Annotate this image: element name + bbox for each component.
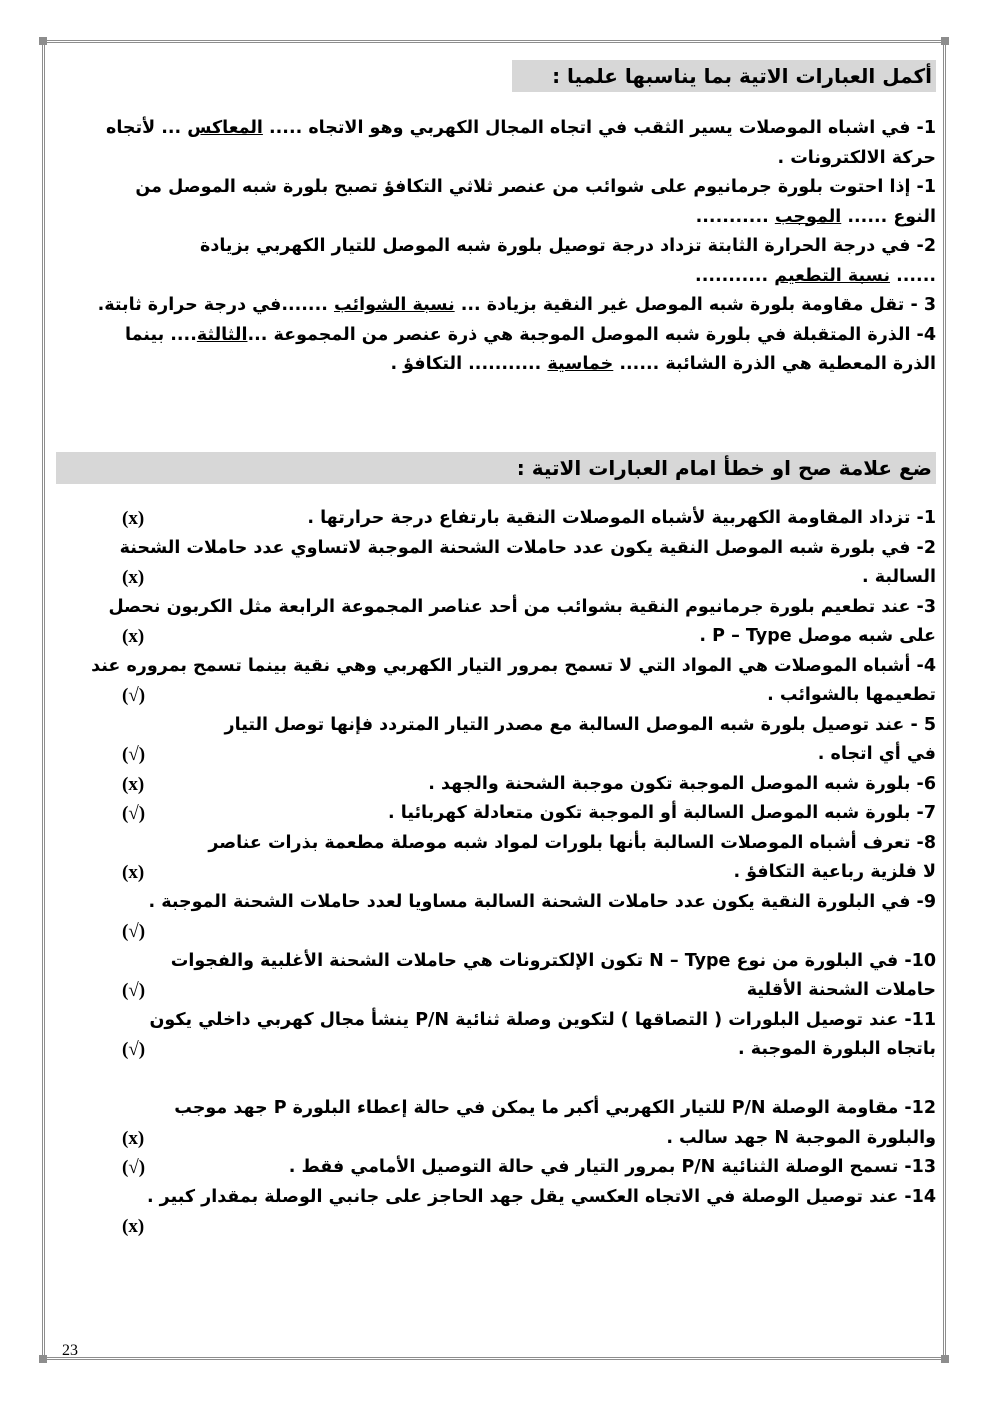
true-mark: (√) (122, 685, 146, 706)
line-text: 1- في اشباه الموصلات يسير الثقب في اتجاه المجال الكهربي وهو الاتجاه ..... (262, 118, 936, 138)
statement-line (56, 652, 936, 682)
statement-text: لا فلزية رباعية التكافؤ . (733, 862, 936, 882)
section1-title: أكمل العبارات الاتية بما يناسبها علميا : (512, 60, 936, 92)
false-mark: (x) (122, 773, 145, 795)
line-text: النوع ...... (841, 206, 936, 227)
answer-text: خماسية (547, 354, 614, 374)
answer-text: نسبة الشوائب (333, 295, 455, 315)
true-mark: (√) (122, 1039, 146, 1060)
completion-line (56, 291, 936, 321)
statement-line (56, 563, 936, 593)
statement-text: حاملات الشحنة الأقلية (746, 980, 936, 1000)
statement-text (930, 1069, 936, 1089)
statement-line (56, 1212, 936, 1242)
statement-line (56, 504, 936, 534)
statement-line (56, 1153, 936, 1183)
true-mark: (√) (122, 980, 146, 1001)
false-mark: (x) (122, 862, 145, 883)
false-mark: (x) (122, 1216, 145, 1237)
statement-line (56, 681, 936, 711)
completion-line (56, 173, 936, 203)
true-mark: (√) (122, 1157, 146, 1178)
line-text: 3 - تقل مقاومة بلورة شبه الموصل غير النقية بزيادة ... (454, 295, 936, 315)
page-number: 23 (62, 1342, 78, 1359)
statement-line (56, 1065, 936, 1095)
statement-text: 2- في بلورة شبه الموصل النقية يكون عدد حاملات الشحنة الموجبة لاتساوي عدد حاملات الشحنة (119, 537, 936, 558)
statement-text: 6- بلورة شبه الموصل الموجبة تكون موجبة الشحنة والجهد . (428, 773, 936, 794)
line-text: ...... (890, 265, 936, 286)
statement-text: 4- أشباه الموصلات هي المواد التي لا تسمح بمرور التيار الكهربي وهي نقية بينما تسمح بمروره عند (91, 655, 936, 676)
true-mark: (√) (122, 744, 146, 765)
completion-line (56, 232, 936, 262)
section-complete (56, 60, 936, 380)
completion-line (56, 144, 936, 174)
statement-text (930, 921, 936, 941)
completion-line (56, 203, 936, 233)
statement-text: 13- تسمح الوصلة الثنائية P/N بمرور التيار في حالة التوصيل الأمامي فقط . (288, 1157, 936, 1177)
line-text: حركة الالكترونات . (777, 147, 936, 168)
statement-text: 5 - عند توصيل بلورة شبه الموصل السالبة مع مصدر التيار المتردد فإنها توصل التيار (224, 714, 936, 735)
statement-text: 7- بلورة شبه الموصل السالبة أو الموجبة تكون متعادلة كهربائيا . (388, 803, 936, 823)
line-text: .... بينما (125, 324, 197, 345)
statement-line (56, 947, 936, 977)
completion-line (56, 321, 936, 351)
statement-text: تطعيمها بالشوائب . (767, 685, 936, 705)
statement-text: في أي اتجاه . (817, 744, 936, 764)
line-text: ... لأتجاه (105, 118, 188, 138)
statement-line (56, 829, 936, 859)
statement-line (56, 799, 936, 829)
false-mark: (x) (122, 567, 145, 588)
statement-line (56, 1006, 936, 1036)
statement-line (56, 622, 936, 652)
statement-text: 14- عند توصيل الوصلة في الاتجاه العكسي يقل جهد الحاجز على جانبي الوصلة بمقدار كبير . (146, 1186, 936, 1207)
statement-line (56, 976, 936, 1006)
line-text: 4- الذرة المتقبلة في بلورة شبه الموصل الموجبة هي ذرة عنصر من المجموعة ... (247, 324, 936, 345)
statement-line (56, 740, 936, 770)
border-corner (941, 1355, 949, 1363)
true-mark: (√) (122, 803, 146, 824)
statement-line (56, 1035, 936, 1065)
answer-text: الثالثة (196, 324, 248, 345)
true-mark: (√) (122, 921, 146, 942)
line-text: الذرة المعطية هي الذرة الشائبة ...... (613, 354, 936, 374)
statement-text: السالبة . (861, 567, 936, 587)
border-corner (941, 37, 949, 45)
statement-text: على شبه موصل P – Type . (699, 626, 936, 646)
statement-text: 1- تزداد المقاومة الكهربية لأشباه الموصلات النقية بارتفاع درجة حرارتها . (307, 508, 936, 528)
answer-text: نسبة التطعيم (774, 265, 891, 286)
line-text: .......في درجة حرارة ثابتة. (97, 295, 334, 315)
section-true-false (56, 452, 936, 1242)
answer-text: المعاكس (187, 118, 263, 138)
line-text: 1- إذا احتوت بلورة جرمانيوم على شوائب من عنصر ثلاثي التكافؤ تصبح بلورة شبه الموصل من (135, 177, 936, 197)
statement-text: 3- عند تطعيم بلورة جرمانيوم النقية بشوائب من أحد عناصر المجموعة الرابعة مثل الكربون نحصل (108, 596, 936, 617)
false-mark: (x) (122, 508, 145, 529)
line-text: ........... (695, 206, 775, 227)
completion-line (56, 350, 936, 380)
completion-line (56, 262, 936, 292)
statement-text: 11- عند توصيل البلورات ( التصاقها ) لتكوين وصلة ثنائية P/N ينشأ مجال كهربي داخلي يكون (149, 1009, 936, 1030)
line-text: ........... (695, 265, 775, 286)
statement-line (56, 1094, 936, 1124)
statement-line (56, 770, 936, 800)
false-mark: (x) (122, 626, 145, 647)
false-mark: (x) (122, 1127, 145, 1149)
statement-line (56, 593, 936, 623)
answer-text: الموجب (774, 206, 842, 227)
statement-line (56, 711, 936, 741)
statement-line (56, 917, 936, 947)
completion-line (56, 114, 936, 144)
border-corner (39, 1355, 47, 1363)
section1-lines (56, 114, 936, 380)
section2-title: ضع علامة صح او خطأ امام العبارات الاتية : (56, 452, 936, 484)
statement-line (56, 1183, 936, 1213)
statement-text: والبلورة الموجبة N جهد سالب . (666, 1127, 936, 1148)
statement-text: 8- تعرف أشباه الموصلات السالبة بأنها بلورات لمواد شبه موصلة مطعمة بذرات عناصر (208, 832, 936, 853)
section2-lines (56, 504, 936, 1242)
statement-line (56, 888, 936, 918)
statement-line (56, 534, 936, 564)
line-text: 2- في درجة الحرارة الثابتة تزداد درجة توصيل بلورة شبه الموصل للتيار الكهربي بزيادة (200, 236, 936, 256)
statement-text: 12- مقاومة الوصلة P/N للتيار الكهربي أكبر ما يمكن في حالة إعطاء البلورة P جهد موجب (174, 1098, 936, 1118)
statement-text: باتجاه البلورة الموجبة . (737, 1039, 936, 1059)
statement-line (56, 858, 936, 888)
line-text: ........... التكافؤ . (390, 354, 548, 374)
statement-text: 9- في البلورة النقية يكون عدد حاملات الشحنة السالبة مساويا لعدد حاملات الشحنة الموجبة . (148, 891, 936, 912)
statement-line (56, 1124, 936, 1154)
statement-text (930, 1216, 936, 1236)
statement-text: 10- في البلورة من نوع N – Type تكون الإلكترونات هي حاملات الشحنة الأغلبية والفجوات (170, 950, 936, 971)
border-corner (39, 37, 47, 45)
